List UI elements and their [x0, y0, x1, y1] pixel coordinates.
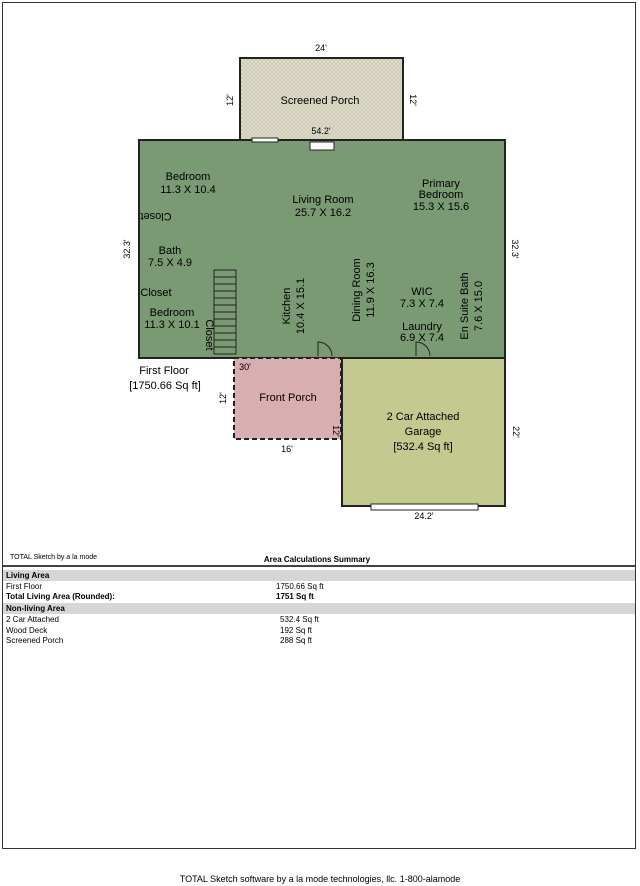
nonliving-row-label: Wood Deck — [6, 626, 48, 635]
wic-label: WIC — [411, 286, 433, 298]
dim-front-porch-top: 30' — [239, 362, 251, 372]
total-living-label: Total Living Area (Rounded): — [6, 592, 115, 601]
porch-door-2 — [310, 142, 334, 150]
garage-door — [371, 504, 478, 510]
nonliving-row-value: 192 Sq ft — [280, 626, 313, 635]
en-suite-bath-label: En Suite Bath — [459, 272, 471, 340]
dim-garage-bottom: 24.2' — [414, 511, 434, 521]
closet-label: Closet — [140, 287, 172, 299]
total-living-value: 1751 Sq ft — [276, 592, 314, 601]
screened-porch-label: Screened Porch — [280, 95, 360, 107]
summary-divider — [3, 565, 635, 567]
en-suite-bath-size: 7.6 X 15.0 — [473, 280, 485, 332]
summary-title: Area Calculations Summary — [263, 555, 371, 564]
bath-label: Bath — [158, 245, 182, 257]
dim-garage-right: 22' — [511, 426, 521, 438]
dim-porch-top: 24' — [315, 43, 327, 53]
garage-label-2: Garage — [404, 426, 442, 438]
nonliving-row-label: 2 Car Attached — [6, 615, 59, 624]
brand-small: TOTAL Sketch by a la mode — [10, 554, 98, 561]
wic-size: 7.3 X 7.4 — [399, 298, 445, 310]
living-row-label: First Floor — [6, 582, 42, 591]
nonliving-row-label: Screened Porch — [6, 636, 64, 645]
bedroom-2-label: Bedroom — [149, 307, 195, 319]
garage-area-label: [532.4 Sq ft] — [393, 441, 453, 453]
dim-main-left: 32.3' — [122, 239, 132, 259]
bath-size: 7.5 X 4.9 — [147, 257, 193, 269]
porch-door — [252, 138, 278, 142]
bedroom-1-label: Bedroom — [165, 171, 211, 183]
living-room-label: Living Room — [292, 194, 354, 206]
first-floor-label: First Floor — [139, 365, 189, 377]
bedroom-2-size: 11.3 X 10.1 — [144, 319, 200, 331]
dining-room-size: 11.9 X 16.3 — [365, 262, 377, 318]
nonliving-area-header: Non-living Area — [3, 603, 635, 614]
dim-main-top: 54.2' — [311, 126, 331, 136]
stairs — [214, 270, 236, 354]
closet-rotated-1: Closet — [140, 210, 172, 222]
kitchen-size: 10.4 X 15.1 — [295, 277, 307, 335]
dim-porch-left: 12' — [225, 94, 235, 106]
bedroom-1-size: 11.3 X 10.4 — [160, 184, 216, 196]
dim-porch-right: 12' — [408, 94, 418, 106]
garage-label-1: 2 Car Attached — [386, 411, 460, 423]
nonliving-row-value: 532.4 Sq ft — [280, 615, 319, 624]
closet-rotated-2: Closet — [203, 319, 215, 351]
primary-bedroom-size: 15.3 X 15.6 — [412, 201, 470, 213]
dim-front-porch-left: 12' — [218, 392, 228, 404]
primary-bedroom-label-2: Bedroom — [418, 189, 464, 201]
living-area-header: Living Area — [3, 570, 635, 581]
kitchen-label: Kitchen — [281, 287, 293, 325]
living-row-value: 1750.66 Sq ft — [276, 582, 324, 591]
dining-room-label: Dining Room — [351, 258, 363, 322]
front-porch-label: Front Porch — [259, 392, 317, 404]
first-floor-area: [1750.66 Sq ft] — [129, 380, 201, 392]
dim-front-porch-right: 12' — [331, 425, 341, 437]
dim-main-right: 32.3' — [510, 239, 520, 259]
nonliving-row-value: 288 Sq ft — [280, 636, 313, 645]
dim-front-porch-bottom: 16' — [281, 444, 293, 454]
footer-credit: TOTAL Sketch software by a la mode technologies, llc. 1-800-alamode — [179, 874, 461, 884]
living-room-size: 25.7 X 16.2 — [294, 207, 352, 219]
primary-bedroom-label-1: Primary — [422, 178, 460, 190]
laundry-label: Laundry — [402, 321, 442, 333]
laundry-size: 6.9 X 7.4 — [399, 332, 445, 344]
